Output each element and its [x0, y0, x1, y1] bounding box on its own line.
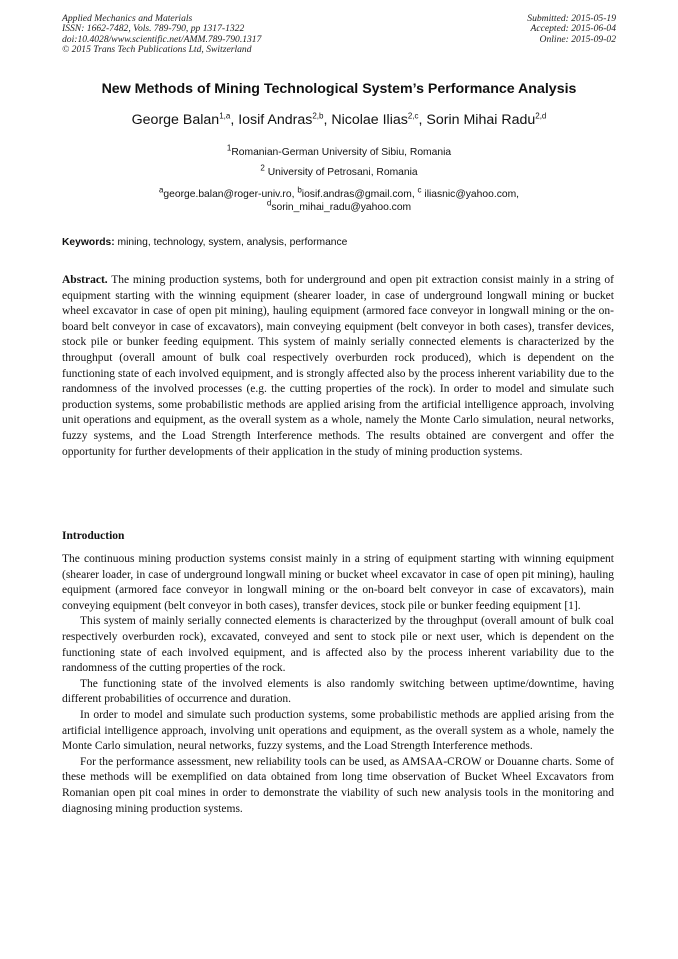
affiliation-sup: 2 — [260, 163, 265, 173]
copyright-line: © 2015 Trans Tech Publications Ltd, Switzerland — [62, 44, 252, 56]
keywords — [62, 237, 347, 248]
affiliation-text: Romanian-German University of Sibiu, Romania — [231, 147, 452, 158]
email-sup: d — [266, 198, 272, 208]
journal-name: Applied Mechanics and Materials — [62, 13, 193, 24]
section-heading-introduction: Introduction — [62, 530, 125, 542]
paragraph: The functioning state of the involved elements is also randomly switching between uptime/downtime, having different probabilities of occurrence and duration. — [62, 677, 614, 706]
accepted-date: Accepted: 2015-06-04 — [530, 23, 616, 35]
paragraph: This system of mainly serially connected elements is characterized by the throughput (overall amount of bulk coal respectively overburden rock), excavated, conveyed and sent to stock pile or next user, which is dependent on the functioning state of each involved equipment, and is affected also by the process inherent variability due to the randomness of the cutting properties of the rock. — [62, 615, 614, 675]
abstract — [62, 273, 614, 460]
email-list: $^a$george.balan@roger-univ.ro, $^b$iosif.andras@gmail.com, $^c$ iliasnic@yahoo.com, $^d$sorin_mihai_radu@yahoo.com — [158, 185, 520, 214]
email-sup: b — [297, 185, 302, 195]
affiliation — [40, 143, 638, 158]
journal-info — [62, 14, 261, 56]
affiliation-sup: 1 — [226, 143, 232, 153]
abstract-text: The mining production systems, both for underground and open pit extraction consist mainly in a string of equipment starting with the winning equipment (shearer loader, in case of underground longwall mining or bucket wheel excavator in case of open pit mining), hauling equipment (armored face conveyor in longwall mining or the on-board belt conveyor in case of excavators), main conveying equipment (belt conveyor in both cases), transfer devices, stock pile or bunker feeding equipment. This system of mainly serially connected elements is characterized by the throughput (overall amount of bulk coal respectively overburden rock produced), which is dependent on the functioning state of each involved equipment, and is strongly affected also by the process inherent variability due to the randomness of the involved processes (e.g. the cutting properties of the rock). In order to model and simulate such production systems, some probabilistic methods are applied arising from the artificial intelligence approach, involving unit operations and equipment, as the overall system as a whole, namely the Monte Carlo simulation, neural networks, fuzzy systems, and the Load Strength Interference methods. The results obtained are convergent and offer the opportunity for further developments of their application in the study of mining production systems. — [62, 274, 614, 458]
author-sup: 2,d — [535, 111, 547, 121]
paper-title: New Methods of Mining Technological System’s Performance Analysis — [101, 81, 577, 97]
author-name: Nicolae Ilias — [331, 112, 408, 128]
online-date: Online: 2015-09-02 — [539, 33, 616, 45]
keywords-text: mining, technology, system, analysis, performance — [117, 237, 348, 248]
doi-line: doi:10.4028/www.scientific.net/AMM.789-790.1317 — [62, 33, 262, 45]
submitted-date: Submitted: 2015-05-19 — [527, 13, 616, 24]
abstract-label: Abstract. — [62, 274, 108, 286]
introduction-body — [62, 552, 614, 817]
keywords-label: Keywords: — [62, 237, 115, 248]
affiliation — [40, 163, 638, 178]
paragraph: For the performance assessment, new reliability tools can be used, as AMSAA-CROW or Douanne charts. Some of these methods will be exemplified on data obtained from long time observation of Bucket Wheel Excavators from Romanian open pit coal mines in order to demonstrate the viability of such new analysis tools in the monitoring and diagnosing mining production systems. — [62, 755, 614, 815]
email-link[interactable]: iliasnic@yahoo.com — [424, 189, 517, 200]
author-name: Sorin Mihai Radu — [426, 112, 536, 128]
author-name: George Balan — [131, 112, 220, 128]
affiliation-text: University of Petrosani, Romania — [267, 167, 418, 178]
paragraph: The continuous mining production systems consist mainly in a string of equipment starting with winning equipment (shearer loader, in case of underground longwall mining or bucket wheel excavator in case of open pit mining), hauling equipment (armored face conveyor in longwall mining or the on-board belt conveyor in case of excavators), main conveying equipment (belt conveyor in both cases), transfer devices, stock pile or bunker feeding equipment [1]. — [62, 553, 614, 612]
publication-dates — [527, 14, 616, 45]
email-link[interactable]: sorin_mihai_radu@yahoo.com — [271, 202, 412, 214]
email-link[interactable]: iosif.andras@gmail.com — [301, 189, 412, 200]
author-list: George Balan$^{1,a}$, Iosif Andras$^{2,b}$, Nicolae Ilias$^{2,c}$, Sorin Mihai Radu$^{2,d}$ — [131, 111, 547, 128]
author-name: Iosif Andras — [238, 112, 313, 128]
author-sup: 2,b — [312, 111, 324, 121]
author-sup: 1,a — [219, 111, 231, 121]
email-sup: a — [158, 185, 164, 195]
email-sup: c — [417, 185, 422, 195]
email-link[interactable]: george.balan@roger-univ.ro — [163, 189, 292, 200]
author-sup: 2,c — [407, 111, 419, 121]
paragraph: In order to model and simulate such production systems, some probabilistic methods are applied arising from the artificial intelligence approach, involving unit operations and equipment, as the overall system as a whole, namely the Monte Carlo simulation, neural networks, fuzzy systems, and the Load Strength Interference methods. — [62, 708, 614, 753]
issn-line: ISSN: 1662-7482, Vols. 789-790, pp 1317-1322 — [62, 23, 245, 35]
